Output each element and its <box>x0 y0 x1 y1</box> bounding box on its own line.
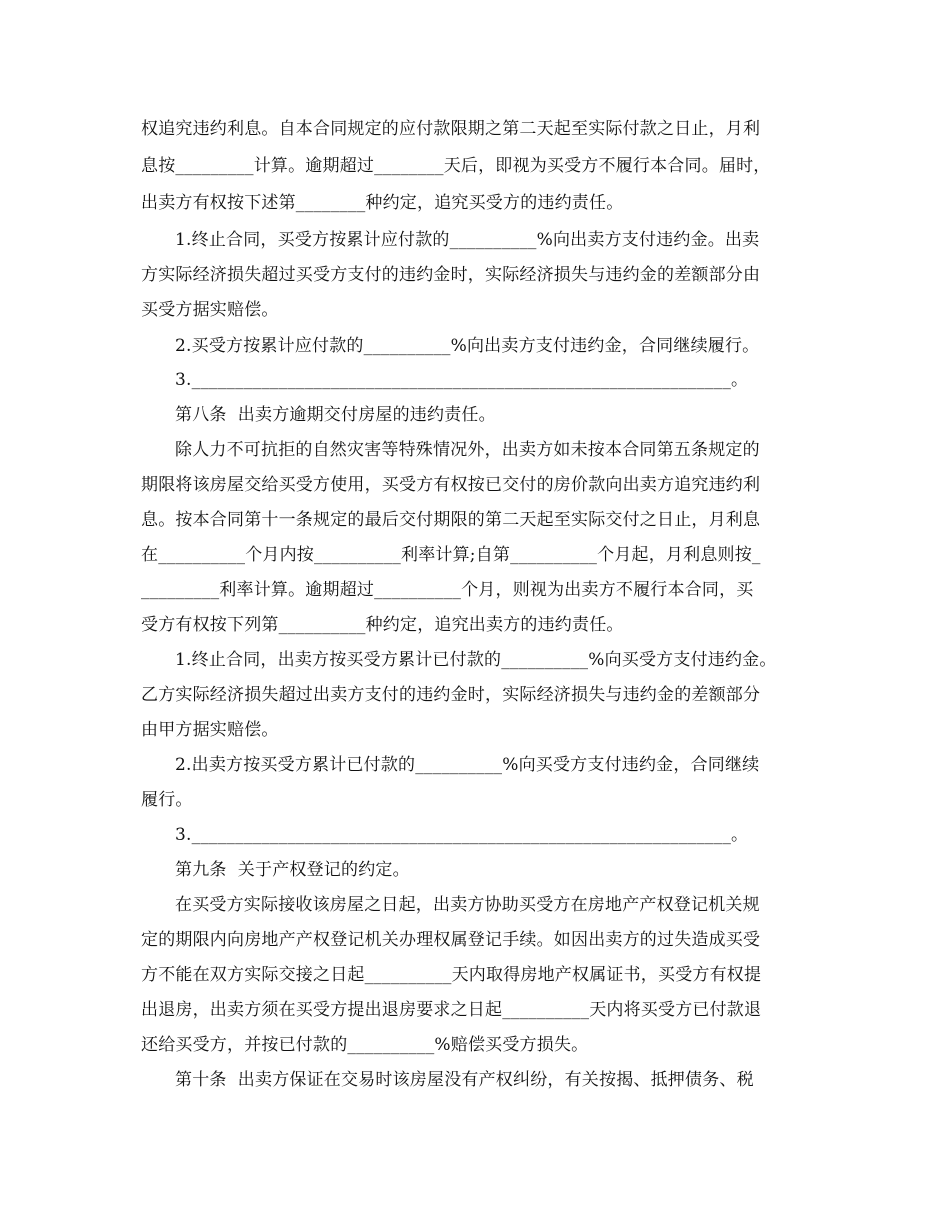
text-line: 3.______________________________________________________________。 <box>175 370 749 390</box>
text-line: 1.终止合同，买受方按累计应付款的__________%向出卖方支付违约金。出卖 <box>175 230 760 250</box>
text-line: 方实际经济损失超过买受方支付的违约金时，实际经济损失与违约金的差额部分由 <box>141 265 761 285</box>
text-line: 出退房，出卖方须在买受方提出退房要求之日起__________天内将买受方已付款退 <box>141 1000 762 1020</box>
text-line: 买受方据实赔偿。 <box>141 300 279 320</box>
text-line: 息按_________计算。逾期超过________天后，即视为买受方不履行本合同。届时， <box>141 156 771 176</box>
text-line: 履行。 <box>141 790 193 810</box>
text-line: 出卖方有权按下述第________种约定，追究买受方的违约责任。 <box>141 193 624 213</box>
text-line: 乙方实际经济损失超过出卖方支付的违约金时，实际经济损失与违约金的差额部分 <box>141 685 761 705</box>
text-line: 定的期限内向房地产产权登记机关办理权属登记手续。如因出卖方的过失造成买受 <box>141 930 761 950</box>
text-line: 1.终止合同，出卖方按买受方累计已付款的__________%向买受方支付违约金。 <box>175 650 777 670</box>
text-line: 2.出卖方按买受方累计已付款的__________%向买受方支付违约金，合同继续 <box>175 755 760 775</box>
text-line: 期限将该房屋交给买受方使用，买受方有权按已交付的房价款向出卖方追究违约利 <box>141 475 761 495</box>
text-line: 受方有权按下列第__________种约定，追究出卖方的违约责任。 <box>141 615 624 635</box>
text-line: 2.买受方按累计应付款的__________%向出卖方支付违约金，合同继续履行。 <box>175 336 760 356</box>
section-heading: 第八条 出卖方逾期交付房屋的违约责任。 <box>175 405 496 425</box>
text-line: 3.______________________________________________________________。 <box>175 825 749 845</box>
text-line: 权追究违约利息。自本合同规定的应付款限期之第二天起至实际付款之日止，月利 <box>141 119 761 139</box>
section-heading: 第十条 出卖方保证在交易时该房屋没有产权纠纷，有关按揭、抵押债务、税 <box>175 1070 754 1090</box>
text-line: 在__________个月内按__________利率计算;自第__________个月起，月利息则按_ <box>141 545 761 565</box>
section-heading: 第九条 关于产权登记的约定。 <box>175 860 410 880</box>
text-line: 除人力不可抗拒的自然灾害等特殊情况外，出卖方如未按本合同第五条规定的 <box>175 440 760 460</box>
text-line: 还给买受方，并按已付款的__________%赔偿买受方损失。 <box>141 1035 589 1055</box>
text-line: 在买受方实际接收该房屋之日起，出卖方协助买受方在房地产产权登记机关规 <box>175 895 760 915</box>
text-line: _________利率计算。逾期超过__________个月，则视为出卖方不履行本合同，买 <box>141 580 754 600</box>
text-line: 由甲方据实赔偿。 <box>141 720 279 740</box>
text-line: 息。按本合同第十一条规定的最后交付期限的第二天起至实际交付之日止，月利息 <box>141 510 761 530</box>
text-line: 方不能在双方实际交接之日起__________天内取得房地产权属证书，买受方有权提 <box>141 965 762 985</box>
